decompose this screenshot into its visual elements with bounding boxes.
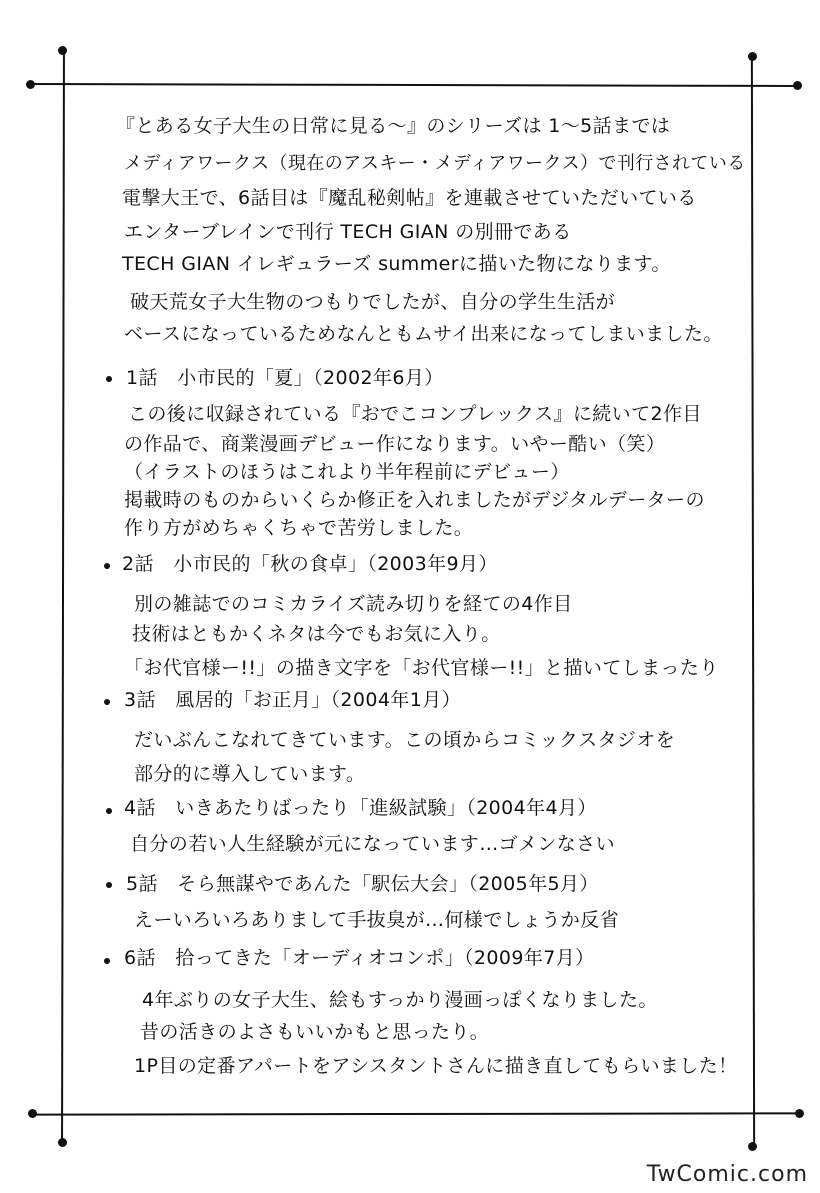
intro-line: ベースになっているためなんともムサイ出来になってしまいました。 bbox=[124, 323, 723, 345]
episode-heading: 1話 小市民的「夏」（2002年6月） bbox=[126, 367, 444, 389]
episode-body-line: 自分の若い人生経験が元になっています…ゴメンなさい bbox=[130, 833, 616, 855]
episode-body-line: 掲載時のものからいくらか修正を入れましたがデジタルデーターの bbox=[124, 489, 705, 511]
episode-body-line: この後に収録されている『おでこコンプレックス』に続いて2作目 bbox=[128, 403, 702, 425]
intro-line: TECH GIAN イレギュラーズ summerに描いた物になります。 bbox=[122, 253, 671, 275]
frame-dot-top-left bbox=[26, 80, 35, 89]
episode-bullet bbox=[106, 808, 112, 814]
episode-body-line: 4年ぶりの女子大生、絵もすっかり漫画っぽくなりました。 bbox=[142, 989, 658, 1011]
episode-heading: 4話 いきあたりばったり「進級試験」（2004年4月） bbox=[124, 797, 597, 819]
episode-body-line: えーいろいろありまして手抜臭が…何様でしょうか反省 bbox=[134, 909, 620, 931]
frame-right-line bbox=[751, 56, 755, 1146]
episode-body-line: 技術はともかくネタは今でもお気に入り。 bbox=[132, 623, 501, 645]
frame-bottom-line bbox=[32, 1112, 800, 1115]
episode-body-line: 部分的に導入しています。 bbox=[134, 763, 366, 785]
frame-dot-bottom-right bbox=[795, 1109, 804, 1118]
frame-top-line bbox=[30, 83, 798, 87]
intro-line: 破天荒女子大生物のつもりでしたが、自分の学生生活が bbox=[130, 291, 616, 313]
episode-body-line: 作り方がめちゃくちゃで苦労しました。 bbox=[124, 517, 474, 539]
episode-bullet bbox=[104, 699, 110, 705]
episode-body-line: 1P目の定番アパートをアシスタントさんに描き直してもらいました！ bbox=[134, 1055, 738, 1077]
frame-dot-right-top bbox=[748, 52, 757, 61]
frame-left-line bbox=[61, 50, 65, 1142]
frame-dot-bottom-left bbox=[28, 1109, 37, 1118]
intro-line: 電撃大王で、6話目は『魔乱秘剣帖』を連載させていただいている bbox=[122, 187, 697, 209]
episode-heading: 2話 小市民的「秋の食卓」（2003年9月） bbox=[122, 553, 498, 575]
episode-body-line: 別の雑誌でのコミカライズ読み切りを経ての4作目 bbox=[134, 593, 573, 615]
intro-line: 『とある女子大生の日常に見る〜』のシリーズは 1〜5話までは bbox=[116, 115, 671, 137]
episode-body-line: 昔の活きのよさもいいかもと思ったり。 bbox=[140, 1021, 490, 1043]
intro-line: メディアワークス（現在のアスキー・メディアワークス）で刊行されている bbox=[124, 153, 746, 174]
episode-bullet bbox=[106, 882, 112, 888]
episode-bullet bbox=[104, 958, 110, 964]
episode-body-line: の作品で、商業漫画デビュー作になります。いやー酷い（笑） bbox=[124, 433, 666, 455]
episode-body-line: だいぶんこなれてきています。この頃からコミックスタジオを bbox=[134, 729, 676, 751]
watermark: TwComic.com bbox=[646, 1162, 808, 1187]
frame-dot-top-right bbox=[793, 81, 802, 90]
frame-dot-left-top bbox=[58, 46, 67, 55]
intro-line: エンターブレインで刊行 TECH GIAN の別冊である bbox=[124, 221, 572, 243]
episode-heading: 6話 拾ってきた「オーディオコンポ」（2009年7月） bbox=[124, 947, 595, 969]
frame-dot-right-bottom bbox=[748, 1142, 757, 1151]
episode-bullet bbox=[106, 376, 112, 382]
episode-body-line: （イラストのほうはこれより半年程前にデビュー） bbox=[124, 461, 570, 483]
episode-heading: 5話 そら無謀やであんた「駅伝大会」（2005年5月） bbox=[126, 873, 599, 895]
episode-bullet bbox=[104, 563, 110, 569]
episode-body-line: 「お代官様ー!!」の描き文字を「お代官様ー!!」と描いてしまったり bbox=[124, 657, 719, 679]
frame-dot-left-bottom bbox=[58, 1138, 67, 1147]
episode-heading: 3話 風居的「お正月」（2004年1月） bbox=[124, 689, 462, 711]
